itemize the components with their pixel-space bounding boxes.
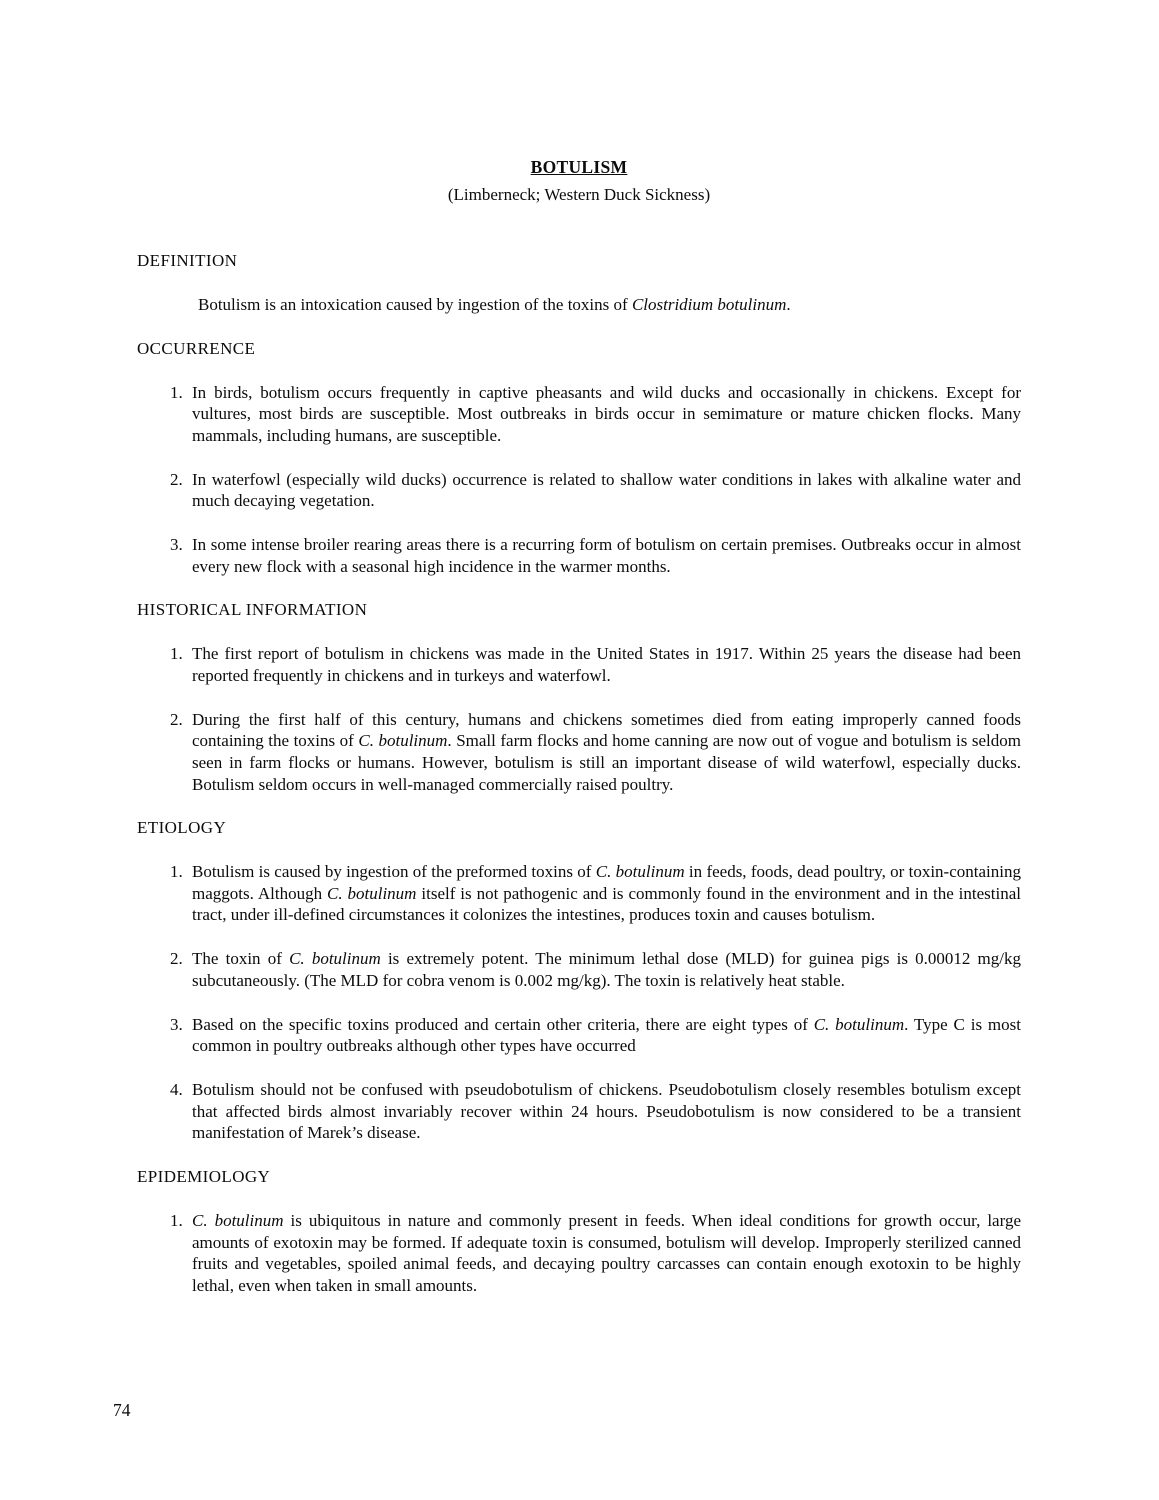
paragraph: Botulism is an intoxication caused by ingestion of the toxins of Clostridium botulinum. <box>198 295 791 315</box>
list-item-text: Botulism should not be confused with pseudobotulism of chickens. Pseudobotulism closely resembles botulism except that affected birds almost invariably recover within 24 hours. Pseudobotulism is now considered to be a transient manifestation of Marek’s disease. <box>192 1079 1021 1143</box>
list-item-number: 1. <box>170 1210 183 1230</box>
section-heading-epidemiology: EPIDEMIOLOGY <box>137 1167 271 1187</box>
list-item-text: In birds, botulism occurs frequently in captive pheasants and wild ducks and occasionally in chickens. Except for vultures, most birds are susceptible. Most outbreaks in birds occur in semimature or mature chicken flocks. Many mammals, including humans, are susceptible. <box>192 382 1021 445</box>
list-item-number: 4. <box>170 1079 183 1099</box>
list-item-text: In some intense broiler rearing areas there is a recurring form of botulism on certain premises. Outbreaks occur in almost every new flock with a seasonal high incidence in the warmer months. <box>192 535 1021 576</box>
list-item-number: 1. <box>170 382 183 402</box>
list-item-text: During the first half of this century, humans and chickens sometimes died from eating improperly canned foods containing the toxins of C. botulinum. Small farm flocks and home canning are now out of vogue and botulism is seldom seen in farm flocks or humans. However, botulism is still an important disease of wild waterfowl, especially ducks. Botulism seldom occurs in well-managed commercially raised poultry. <box>192 709 1021 794</box>
page-title: BOTULISM <box>530 157 628 177</box>
list-item-number: 2. <box>170 469 183 489</box>
list-item <box>137 643 1021 686</box>
list-item-number: 3. <box>170 1014 183 1034</box>
list-item-text: Botulism is caused by ingestion of the preformed toxins of C. botulinum in feeds, foods, dead poultry, or toxin-containing maggots. Although C. botulinum itself is not pathogenic and is commonly found in the environment and in the intestinal tract, under ill-defined circumstances it colonizes the intestines, produces toxin and causes botulism. <box>192 862 1021 925</box>
list-item <box>137 534 1021 577</box>
list-item <box>137 382 1021 447</box>
page-number: 74 <box>113 1400 131 1420</box>
list-item-number: 3. <box>170 535 183 555</box>
list-item <box>137 1079 1021 1144</box>
list-item-number: 1. <box>170 862 183 882</box>
section-heading-definition: DEFINITION <box>137 251 238 271</box>
list-item <box>137 709 1021 796</box>
list-item-text: In waterfowl (especially wild ducks) occurrence is related to shallow water conditions in lakes with alkaline water and much decaying vegetation. <box>192 469 1021 511</box>
list-item-number: 2. <box>170 949 183 969</box>
list-item <box>137 1210 1021 1297</box>
page-subtitle: (Limberneck; Western Duck Sickness) <box>447 184 711 204</box>
list-item-number: 1. <box>170 644 183 664</box>
list-item-number: 2. <box>170 709 183 729</box>
sections-container <box>137 250 1021 1296</box>
list-item <box>137 948 1021 991</box>
list-item <box>137 861 1021 926</box>
section-heading-historical-information: HISTORICAL INFORMATION <box>137 600 368 620</box>
list-item-text: Based on the specific toxins produced and certain other criteria, there are eight types of C. botulinum. Type C is most common in poultry outbreaks although other types have occurred <box>192 1014 1021 1056</box>
list-item-text: C. botulinum is ubiquitous in nature and commonly present in feeds. When ideal conditions for growth occur, large amounts of exotoxin may be formed. If adequate toxin is consumed, botulism will develop. Improperly sterilized canned fruits and vegetables, spoiled animal feeds, and decaying poultry carcasses can contain enough exotoxin to be highly lethal, even when taken in small amounts. <box>192 1210 1021 1295</box>
section-heading-occurrence: OCCURRENCE <box>137 338 256 358</box>
list-item <box>137 469 1021 512</box>
section-heading-etiology: ETIOLOGY <box>137 818 227 838</box>
list-item-text: The toxin of C. botulinum is extremely potent. The minimum lethal dose (MLD) for guinea pigs is 0.00012 mg/kg subcutaneously. (The MLD for cobra venom is 0.002 mg/kg). The toxin is relatively heat stable. <box>192 949 1021 990</box>
list-item-text: The first report of botulism in chickens was made in the United States in 1917. Within 25 years the disease had been reported frequently in chickens and in turkeys and waterfowl. <box>192 644 1021 685</box>
list-item <box>137 1014 1021 1057</box>
